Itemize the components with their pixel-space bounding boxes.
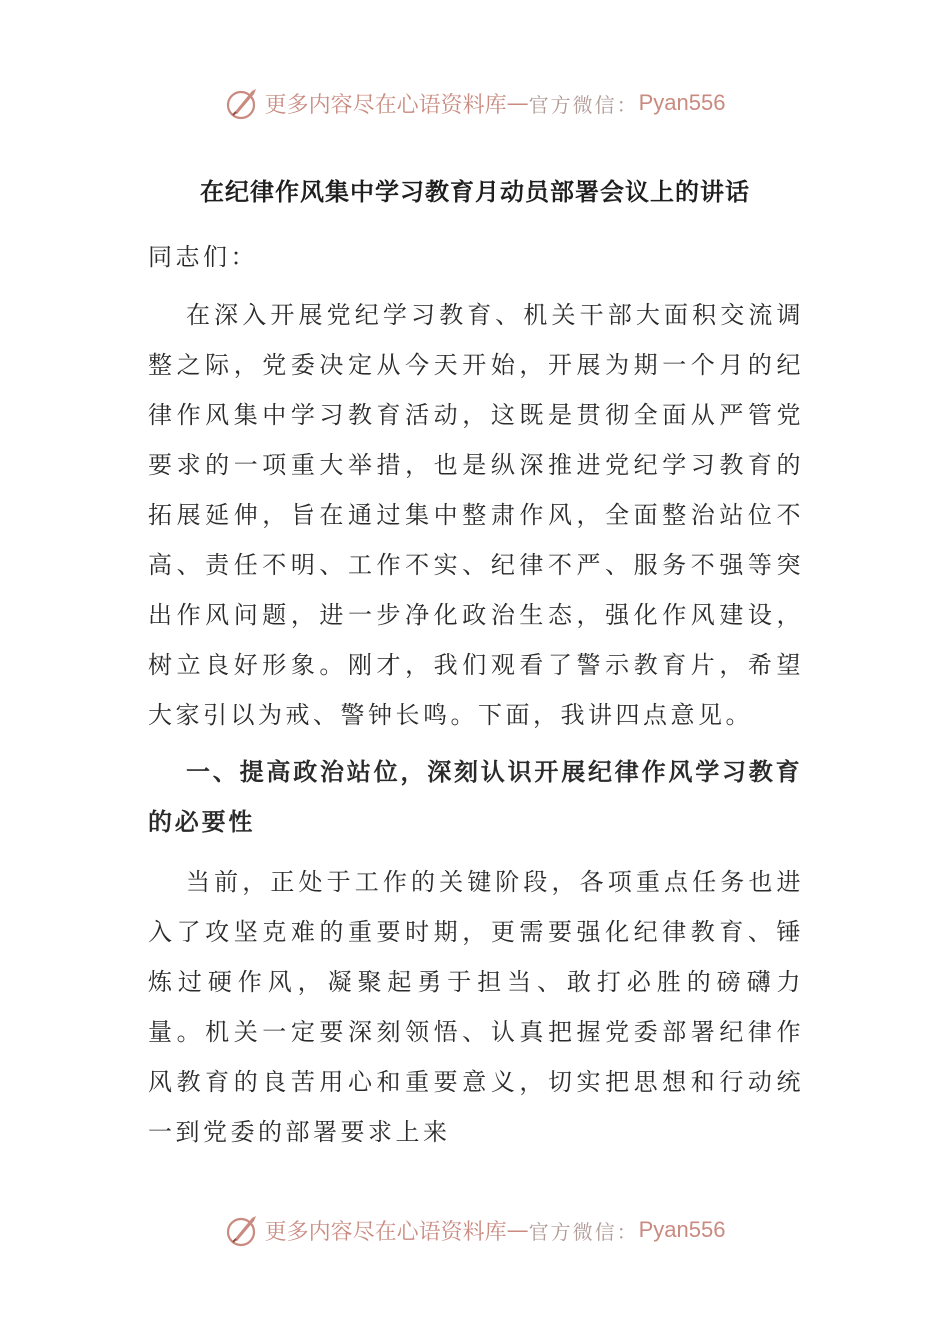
document-body [148, 232, 804, 1157]
watermark-main-text: 更多内容尽在心语资料库 [264, 92, 507, 118]
section-paragraph-1: 当前，正处于工作的关键阶段，各项重点任务也进入了攻坚克难的重要时期，更需要强化纪律教育、锤炼过硬作风，凝聚起勇于担当、敢打必胜的磅礴力量。机关一定要深刻领悟、认真把握党委部署纪律作风教育的良苦用心和重要意义，切实把思想和行动统一到党委的部署要求上来 [148, 868, 804, 1146]
intro-paragraph: 在深入开展党纪学习教育、机关干部大面积交流调整之际，党委决定从今天开始，开展为期一个月的纪律作风集中学习教育活动，这既是贯彻全面从严管党要求的一项重大举措，也是纵深推进党纪学习教育的拓展延伸，旨在通过集中整肃作风，全面整治站位不高、责任不明、工作不实、纪律不严、服务不强等突出作风问题，进一步净化政治生态，强化作风建设，树立良好形象。刚才，我们观看了警示教育片，希望大家引以为戒、警钟长鸣。下面，我讲四点意见。 [148, 301, 804, 729]
watermark-wechat-label: 官方微信： [528, 1219, 639, 1244]
watermark-wechat-id: Pyan556 [638, 1217, 726, 1242]
watermark-wechat-label: 官方微信： [528, 92, 639, 117]
watermark-dash: — [506, 1217, 529, 1243]
watermark-wechat-id: Pyan556 [638, 90, 726, 115]
greeting: 同志们： [148, 243, 258, 271]
watermark-header [0, 78, 950, 128]
document-title: 在纪律作风集中学习教育月动员部署会议上的讲话 [200, 178, 750, 206]
watermark-dash: — [506, 90, 529, 116]
quill-logo-icon [225, 1212, 261, 1248]
watermark-main-text: 更多内容尽在心语资料库 [264, 1219, 507, 1245]
watermark-footer [0, 1205, 950, 1255]
section-heading-1: 一、提高政治站位，深刻认识开展纪律作风学习教育的必要性 [148, 758, 803, 836]
quill-logo-icon [225, 85, 261, 121]
